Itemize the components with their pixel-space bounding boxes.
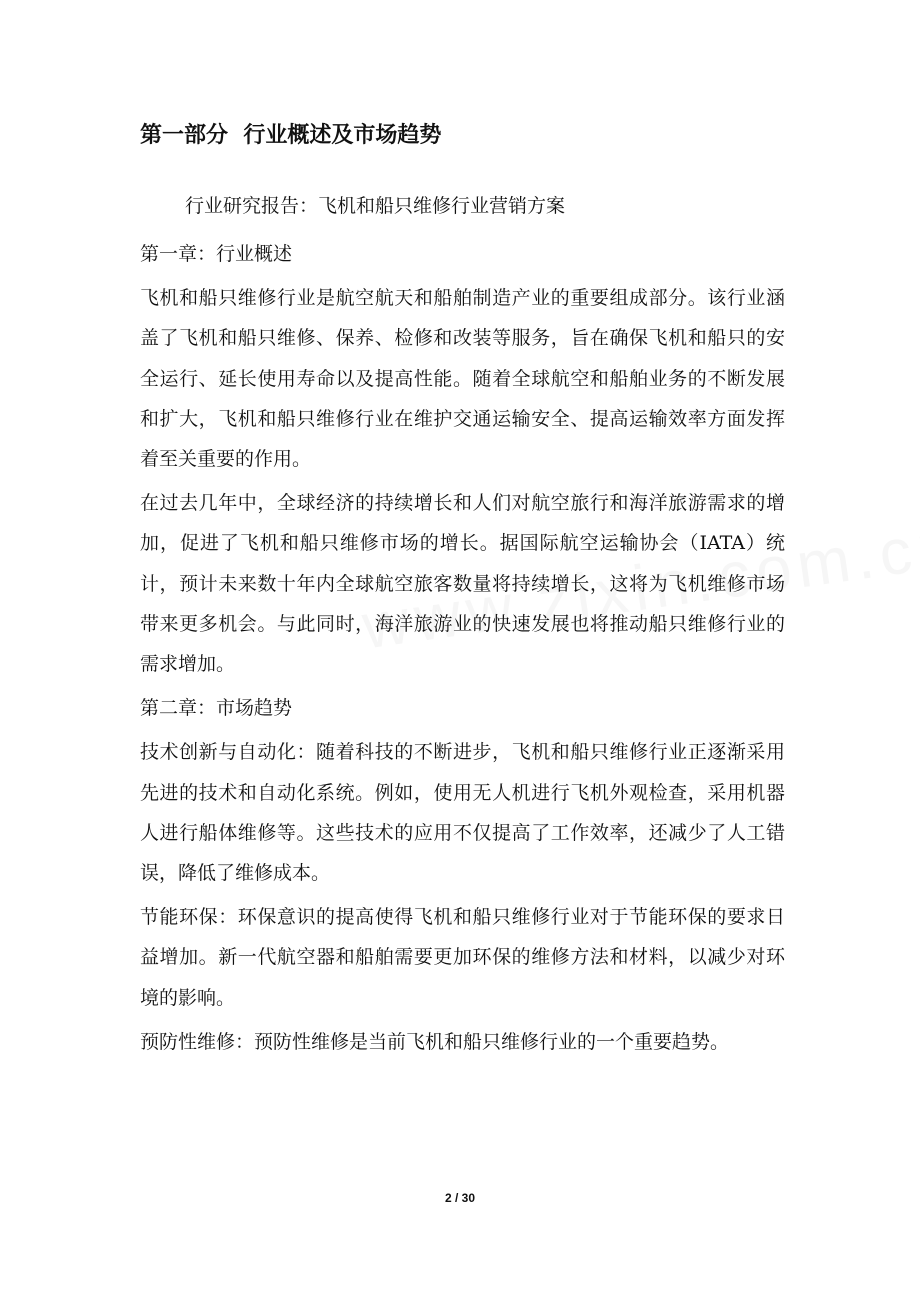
document-body [140, 234, 785, 1066]
chapter-1-paragraph-2: 在过去几年中，全球经济的持续增长和人们对航空旅行和海洋旅游需求的增加，促进了飞机和船只维修市场的增长。据国际航空运输协会（IATA）统计，预计未来数十年内全球航空旅客数量将持续增长，这将为飞机维修市场带来更多机会。与此同时，海洋旅游业的快速发展也将推动船只维修行业的需求增加。 [140, 492, 785, 676]
report-subtitle: 行业研究报告：飞机和船只维修行业营销方案 [185, 195, 566, 217]
chapter-2-heading: 第二章：市场趋势 [140, 697, 293, 720]
chapter-1-heading: 第一章：行业概述 [140, 243, 293, 265]
chapter-2-paragraph-2: 节能环保：环保意识的提高使得飞机和船只维修行业对于节能环保的要求日益增加。新一代航空器和船舶需要更加环保的维修方法和材料，以减少对环境的影响。 [140, 906, 785, 1009]
chapter-2-paragraph-1: 技术创新与自动化：随着科技的不断进步，飞机和船只维修行业正逐渐采用先进的技术和自动化系统。例如，使用无人机进行飞机外观检查，采用机器人进行船体维修等。这些技术的应用不仅提高了工作效率，还减少了人工错误，降低了维修成本。 [140, 741, 785, 885]
chapter-2-paragraph-3: 预防性维修：预防性维修是当前飞机和船只维修行业的一个重要趋势。 [140, 1030, 730, 1053]
part-title: 第一部分 行业概述及市场趋势 [140, 123, 442, 148]
chapter-1-paragraph-1: 飞机和船只维修行业是航空航天和船舶制造产业的重要组成部分。该行业涵盖了飞机和船只维修、保养、检修和改装等服务，旨在确保飞机和船只的安全运行、延长使用寿命以及提高性能。随着全球航空和船舶业务的不断发展和扩大，飞机和船只维修行业在维护交通运输安全、提高运输效率方面发挥着至关重要的作用。 [140, 287, 785, 471]
page-number: 2 / 30 [444, 1191, 476, 1205]
